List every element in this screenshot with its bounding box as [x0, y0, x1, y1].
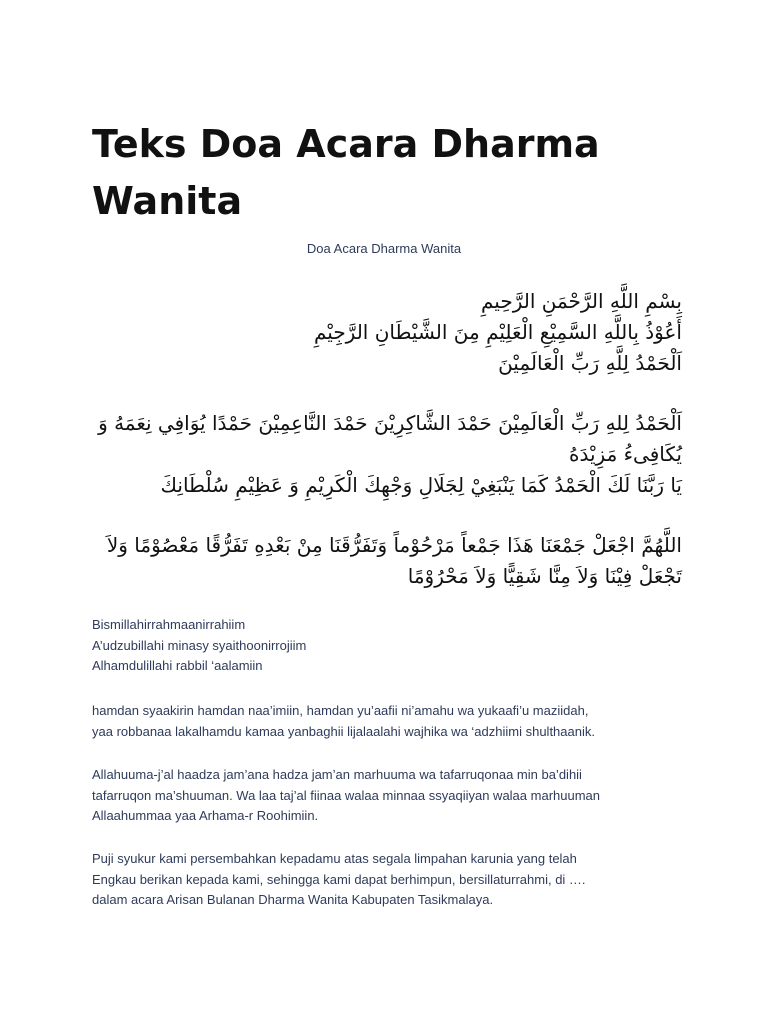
transliteration-opening-block — [92, 615, 692, 677]
transliteration-praise-block — [92, 701, 692, 742]
transliteration-line: Allahuuma-j’al haadza jam’ana hadza jam’an marhuuma wa tafarruqonaa min ba’dihii — [92, 767, 582, 782]
arabic-line-supplication-1: اللَّهُمَّ اجْعَلْ جَمْعَنَا هَذَا جَمْعاً مَرْحُوْماً وَتَفَرُّقَنَا مِنْ بَعْدِهِ تَفَرُّقًا مَعْصُوْمًا وَلاَ — [106, 533, 682, 557]
arabic-opening-block — [92, 286, 682, 379]
transliteration-line: A’udzubillahi minasy syaithoonirrojiim — [92, 637, 307, 653]
transliteration-line: Allaahummaa yaa Arhama-r Roohimiin. — [92, 808, 319, 823]
page-title: Teks Doa Acara Dharma Wanita — [92, 122, 600, 223]
arabic-line-basmala: بِسْمِ اللَّهِ الرَّحْمَنِ الرَّحِيمِ — [480, 289, 682, 313]
transliteration-line: yaa robbanaa lakalhamdu kamaa yanbaghii lijalaalahi wajhika wa ‘adzhiimi shulthaanik. — [92, 723, 595, 739]
indonesian-paragraph — [92, 849, 692, 911]
arabic-line-hamdalah: اَلْحَمْدُ لِلَّهِ رَبِّ الْعَالَمِيْنَ — [498, 351, 682, 375]
arabic-line-taawudz: أَعُوْذُ بِاللَّهِ السَّمِيْعِ الْعَلِيْمِ مِنَ الشَّيْطَانِ الرَّجِيْمِ — [313, 320, 682, 344]
transliteration-line: tafarruqon ma’shuuman. Wa laa taj’al fiinaa walaa minnaa ssyaqiiyan walaa marhuuman — [92, 787, 600, 803]
arabic-line-praise-1: اَلْحَمْدُ لِلهِ رَبِّ الْعَالَمِيْنَ حَمْدَ الشَّاكِرِيْنَ حَمْدَ النَّاعِمِيْنَ حَمْدًا يُوَافِي نِعَمَهُ وَ — [98, 411, 682, 435]
arabic-line-praise-3: يَا رَبَّنَا لَكَ الْحَمْدُ كَمَا يَنْبَغِيْ لِجَلَالِ وَجْهِكَ الْكَرِيْمِ وَ عَظِيْمِ سُلْطَانِكَ — [160, 473, 682, 497]
transliteration-line: hamdan syaakirin hamdan naa’imiin, hamdan yu’aafii ni’amahu wa yukaafi’u maziidah, — [92, 703, 589, 718]
document-subtitle: Doa Acara Dharma Wanita — [306, 241, 462, 256]
transliteration-line: Alhamdulillahi rabbil ‘aalamiin — [92, 658, 263, 673]
arabic-praise-block — [92, 408, 682, 501]
arabic-line-praise-2: يُكَافِىءُ مَزِيْدَهُ — [569, 442, 682, 466]
transliteration-supplication-block — [92, 765, 692, 827]
paragraph-line: Puji syukur kami persembahkan kepadamu atas segala limpahan karunia yang telah — [92, 851, 577, 866]
arabic-supplication-block — [92, 530, 682, 592]
paragraph-line: dalam acara Arisan Bulanan Dharma Wanita Kabupaten Tasikmalaya. — [92, 892, 494, 907]
transliteration-line: Bismillahirrahmaanirrahiim — [92, 617, 246, 632]
paragraph-line: Engkau berikan kepada kami, sehingga kami dapat berhimpun, bersillaturrahmi, di …. — [92, 871, 586, 887]
arabic-line-supplication-2: تَجْعَلْ فِيْنَا وَلاَ مِنَّا شَقِيًّا وَلاَ مَحْرُوْمًا — [407, 564, 682, 588]
